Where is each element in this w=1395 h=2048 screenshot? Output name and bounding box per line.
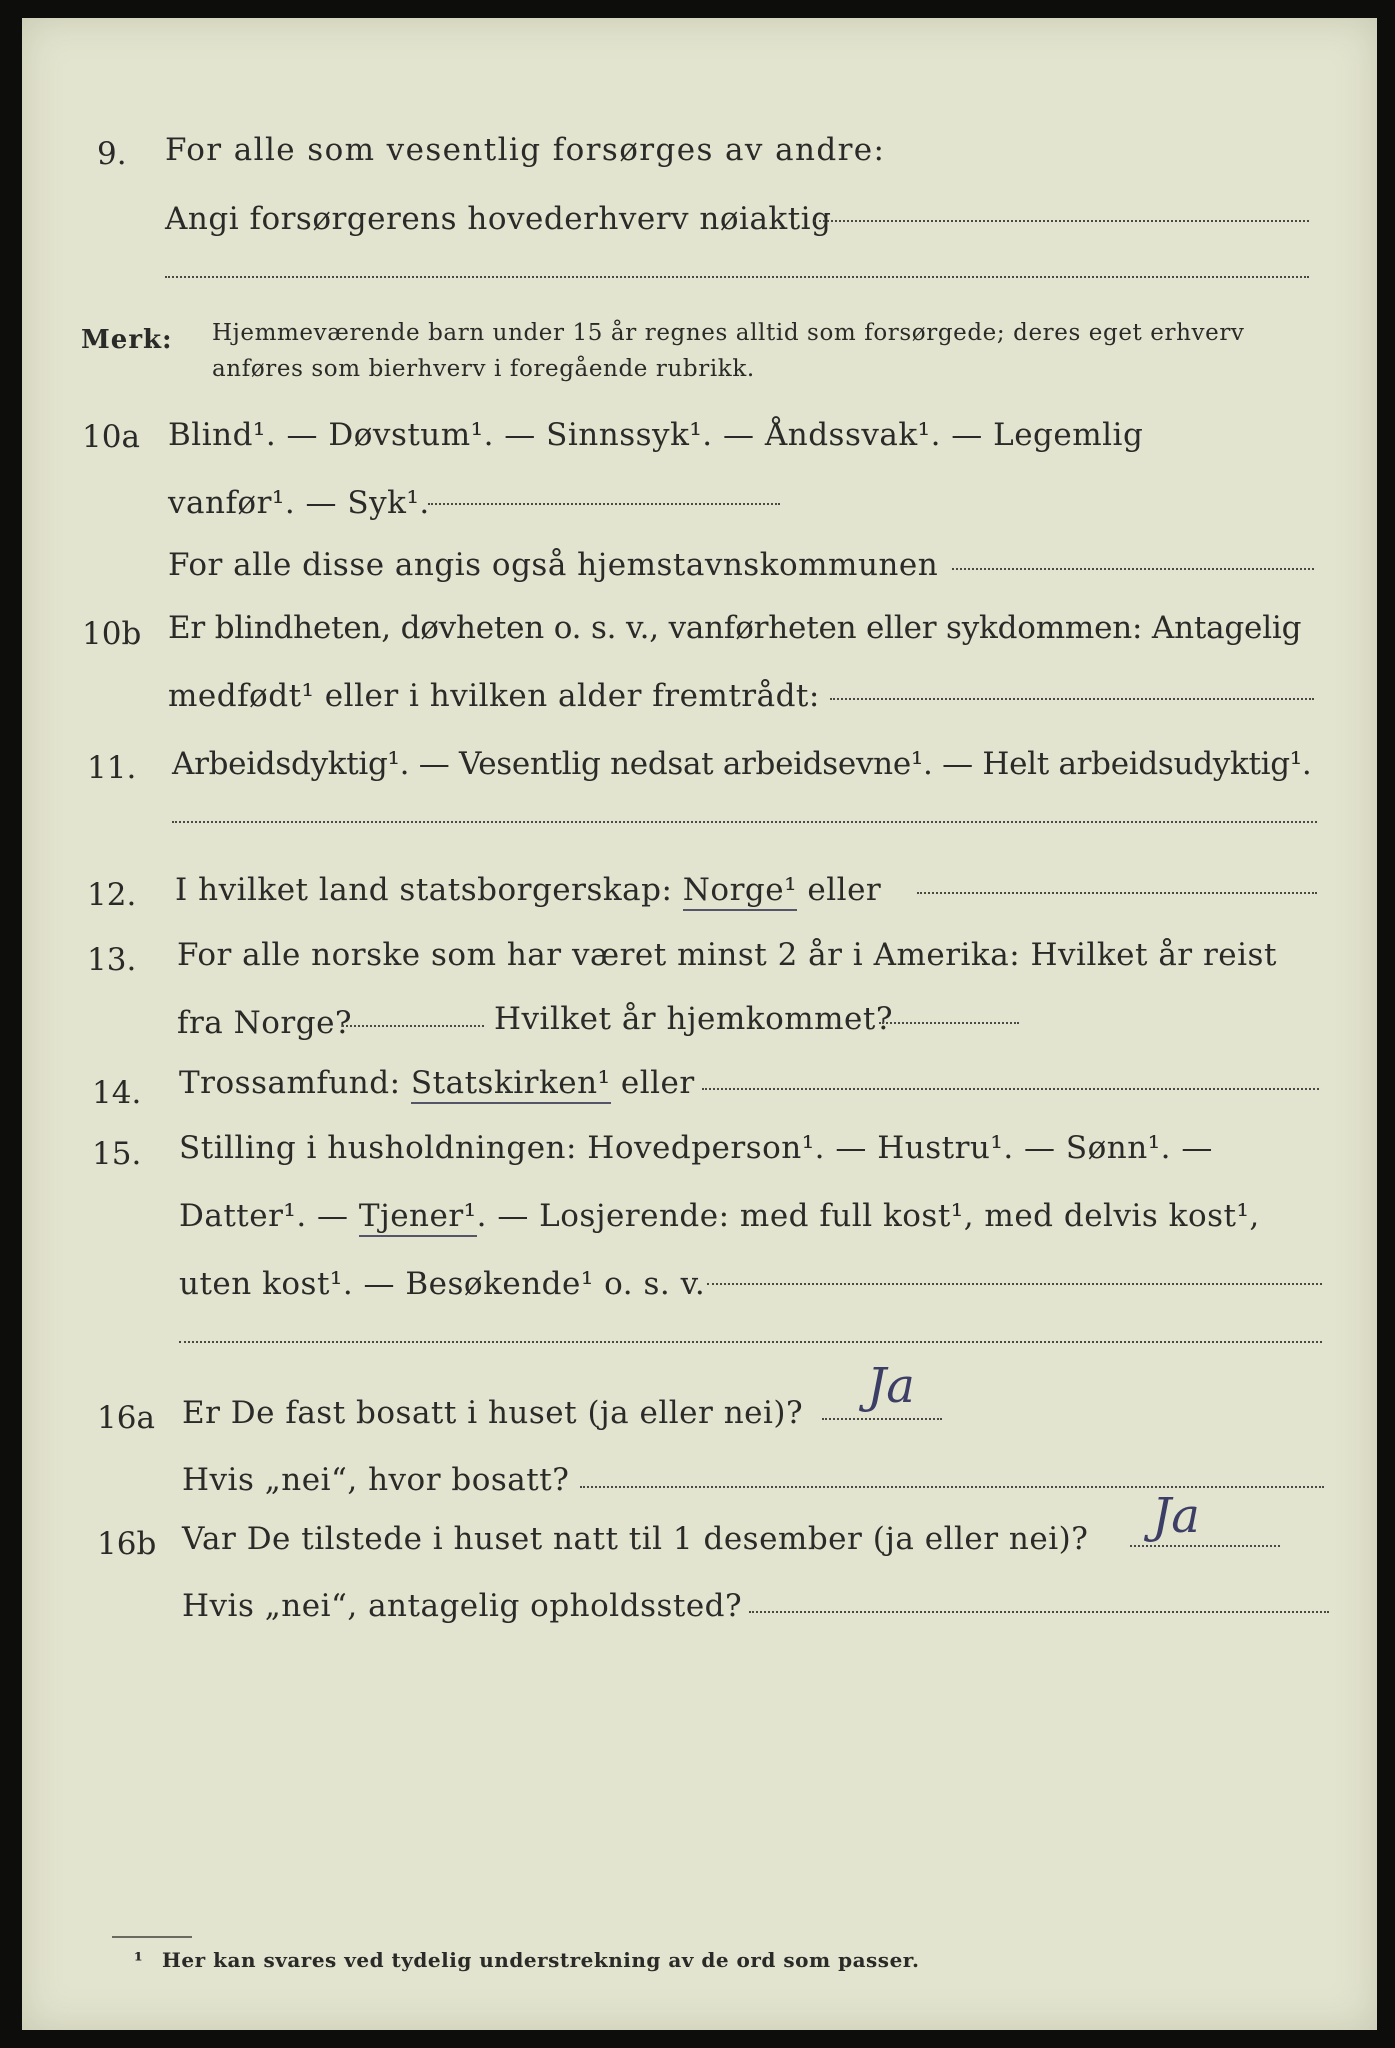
q16b-number: 16b bbox=[97, 1526, 157, 1562]
q14-number: 14. bbox=[92, 1075, 142, 1111]
q11-number: 11. bbox=[87, 750, 137, 786]
q10b-text-line2: medfødt¹ eller i hvilken alder fremtrådt: bbox=[168, 678, 820, 714]
q11-answer-line[interactable] bbox=[172, 821, 1317, 823]
q13-text-line1: For alle norske som har været minst 2 år i Amerika: Hvilket år reist bbox=[177, 937, 1277, 973]
q15-answer-line[interactable] bbox=[707, 1283, 1322, 1285]
q15-number: 15. bbox=[92, 1136, 142, 1172]
q14-prefix: Trossamfund: bbox=[179, 1065, 401, 1101]
q11-text-line1: Arbeidsdyktig¹. — Vesentlig nedsat arbeidsevne¹. — Helt arbeidsudyktig¹. bbox=[172, 746, 1312, 782]
q16a-text-line2: Hvis „nei“, hvor bosatt? bbox=[182, 1462, 570, 1498]
q16a-bosatt-answer-line[interactable] bbox=[580, 1486, 1324, 1488]
q13-reist-answer-line[interactable] bbox=[342, 1025, 484, 1027]
footnote-text: Her kan svares ved tydelig understrekning av de ord som passer. bbox=[162, 1948, 920, 1972]
q16b-text-line1: Var De tilstede i huset natt til 1 desember (ja eller nei)? bbox=[182, 1521, 1089, 1557]
q15-text-line2 bbox=[179, 1198, 1260, 1234]
q10a-text-line3: For alle disse angis også hjemstavnskommunen bbox=[168, 547, 939, 583]
q10a-text-line2: vanfør¹. — Syk¹. bbox=[168, 485, 430, 521]
q14-text bbox=[179, 1065, 695, 1101]
q14-answer-line[interactable] bbox=[702, 1088, 1319, 1090]
q9-text-line2: Angi forsørgerens hovederhverv nøiaktig bbox=[165, 201, 832, 237]
q10a-answer-line[interactable] bbox=[428, 503, 780, 505]
q12-number: 12. bbox=[87, 877, 137, 913]
q14-suffix: eller bbox=[620, 1065, 695, 1101]
q13-text-line2b: Hvilket år hjemkommet? bbox=[494, 1001, 893, 1037]
q12-suffix: eller bbox=[807, 872, 882, 908]
q9-number: 9. bbox=[97, 136, 127, 172]
q10b-text-line1: Er blindheten, døvheten o. s. v., vanførheten eller sykdommen: Antagelig bbox=[168, 610, 1302, 646]
footnote-mark: ¹ bbox=[134, 1948, 144, 1972]
q15-answer-line-2[interactable] bbox=[179, 1341, 1322, 1343]
q12-text bbox=[175, 872, 881, 908]
q9-text-line1: For alle som vesentlig forsørges av andre: bbox=[165, 132, 886, 168]
q13-number: 13. bbox=[87, 942, 137, 978]
q15-text-line3: uten kost¹. — Besøkende¹ o. s. v. bbox=[179, 1266, 706, 1302]
q15-text-line1: Stilling i husholdningen: Hovedperson¹. — Hustru¹. — Sønn¹. — bbox=[179, 1130, 1213, 1166]
q15-line2-start: Datter¹. — bbox=[179, 1198, 349, 1234]
census-form-page bbox=[22, 18, 1377, 2030]
q12-prefix: I hvilket land statsborgerskap: bbox=[175, 872, 673, 908]
q16a-number: 16a bbox=[97, 1400, 155, 1436]
merk-text-line2: anføres som bierhverv i foregående rubrikk. bbox=[212, 356, 755, 382]
q13-text-line2a: fra Norge? bbox=[177, 1005, 353, 1041]
q9-answer-line[interactable] bbox=[814, 220, 1309, 222]
q10b-answer-line[interactable] bbox=[830, 698, 1314, 700]
q16a-text-line1: Er De fast bosatt i huset (ja eller nei)? bbox=[182, 1395, 804, 1431]
footnote-divider bbox=[112, 1936, 192, 1938]
q15-line2-end: . — Losjerende: med full kost¹, med delvis kost¹, bbox=[476, 1198, 1260, 1234]
q16b-text-line2: Hvis „nei“, antagelig opholdssted? bbox=[182, 1588, 743, 1624]
merk-text-line1: Hjemmeværende barn under 15 år regnes alltid som forsørgede; deres eget erhverv bbox=[212, 320, 1245, 346]
q16b-opholdssted-answer-line[interactable] bbox=[749, 1611, 1329, 1613]
merk-label: Merk: bbox=[81, 325, 173, 355]
q15-underlined-answer: Tjener¹ bbox=[359, 1198, 477, 1237]
q12-answer-line[interactable] bbox=[917, 892, 1317, 894]
q10a-hjemstavn-line[interactable] bbox=[952, 568, 1314, 570]
q9-answer-line-2[interactable] bbox=[165, 276, 1309, 278]
q14-underlined-answer: Statskirken¹ bbox=[411, 1065, 611, 1104]
q10b-number: 10b bbox=[82, 616, 142, 652]
q12-underlined-answer: Norge¹ bbox=[683, 872, 797, 911]
q16b-handwritten-answer: Ja bbox=[1152, 1488, 1200, 1544]
q13-hjemkommet-answer-line[interactable] bbox=[879, 1022, 1019, 1024]
q16a-answer-line[interactable] bbox=[822, 1418, 942, 1420]
q10a-text-line1: Blind¹. — Døvstum¹. — Sinnssyk¹. — Åndssvak¹. — Legemlig bbox=[168, 417, 1144, 453]
q10a-number: 10a bbox=[82, 419, 140, 455]
q16b-answer-line[interactable] bbox=[1130, 1545, 1280, 1547]
q16a-handwritten-answer: Ja bbox=[867, 1358, 915, 1414]
